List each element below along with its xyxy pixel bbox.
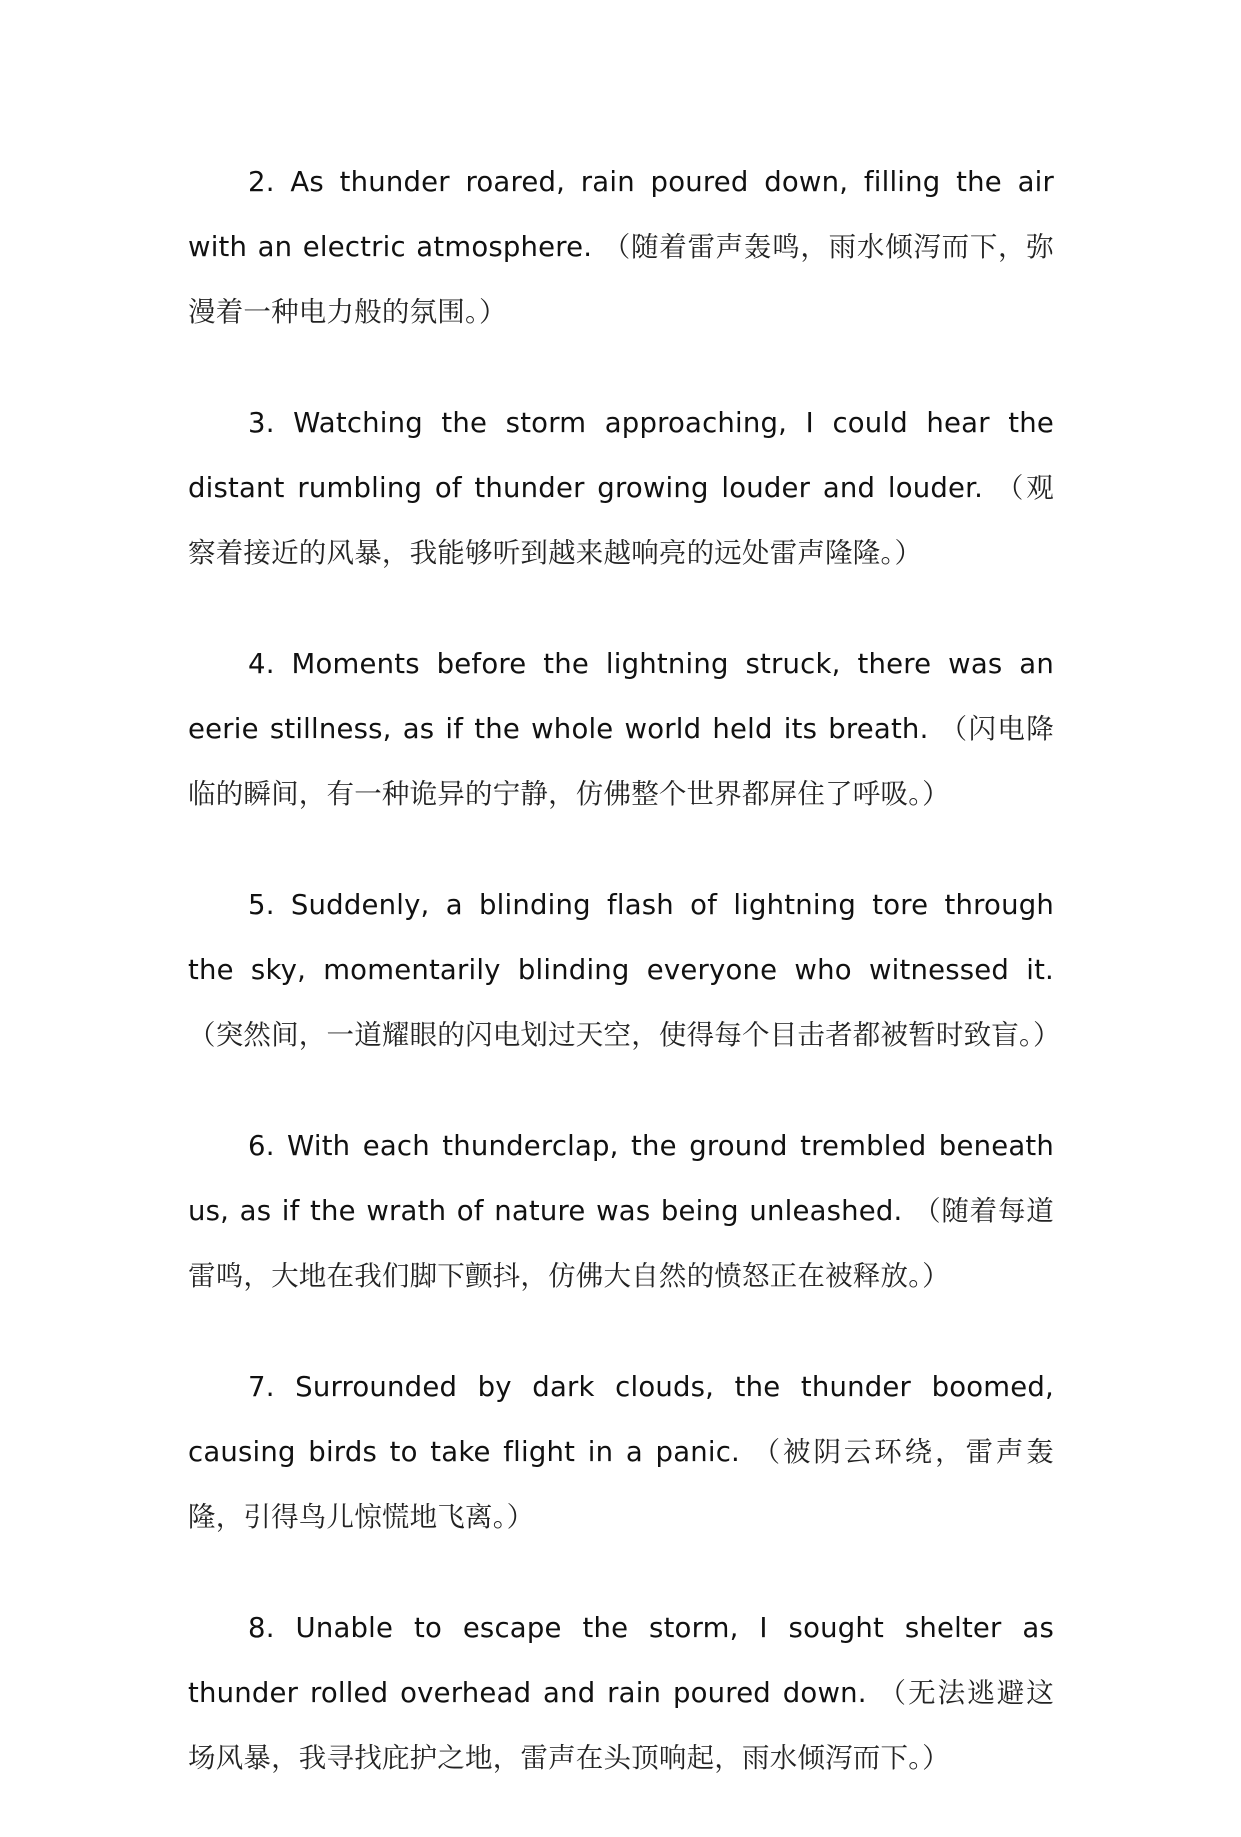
english-sentence: 7. Surrounded by dark clouds, the thunder boomed, causing birds to take flight in a panic.: [188, 1371, 1054, 1468]
sentence-paragraph: [188, 1355, 1054, 1550]
sentence-paragraph: [188, 150, 1054, 345]
document-body: [188, 150, 1061, 1837]
sentence-paragraph: [188, 632, 1054, 827]
english-sentence: 5. Suddenly, a blinding flash of lightning tore through the sky, momentarily blinding everyone who witnessed it.: [188, 889, 1054, 986]
english-sentence: 2. As thunder roared, rain poured down, filling the air with an electric atmosphere.: [188, 166, 1054, 263]
english-sentence: 4. Moments before the lightning struck, there was an eerie stillness, as if the whole world held its breath.: [188, 648, 1054, 745]
english-sentence: 8. Unable to escape the storm, I sought shelter as thunder rolled overhead and rain poured down.: [188, 1612, 1054, 1709]
english-sentence: 6. With each thunderclap, the ground trembled beneath us, as if the wrath of nature was being unleashed.: [188, 1130, 1054, 1227]
chinese-translation: （随着每道雷鸣，大地在我们脚下颤抖，仿佛大自然的愤怒正在被释放。）: [188, 1195, 1055, 1292]
sentence-paragraph: [188, 1596, 1054, 1791]
chinese-translation: （被阴云环绕，雷声轰隆，引得鸟儿惊慌地飞离。）: [188, 1436, 1054, 1533]
chinese-translation: （无法逃避这场风暴，我寻找庇护之地，雷声在头顶响起，雨水倾泻而下。）: [188, 1677, 1055, 1774]
chinese-translation: （突然间，一道耀眼的闪电划过天空，使得每个目击者都被暂时致盲。）: [188, 1019, 1061, 1051]
chinese-translation: （闪电降临的瞬间，有一种诡异的宁静，仿佛整个世界都屏住了呼吸。）: [188, 713, 1054, 810]
chinese-translation: （观察着接近的风暴，我能够听到越来越响亮的远处雷声隆隆。）: [188, 472, 1054, 569]
chinese-translation: （随着雷声轰鸣，雨水倾泻而下，弥漫着一种电力般的氛围。）: [188, 231, 1054, 328]
english-sentence: 3. Watching the storm approaching, I could hear the distant rumbling of thunder growing louder and louder.: [188, 407, 1054, 504]
sentence-paragraph: [188, 873, 1061, 1068]
sentence-paragraph: [188, 1114, 1054, 1309]
sentence-paragraph: [188, 391, 1054, 586]
